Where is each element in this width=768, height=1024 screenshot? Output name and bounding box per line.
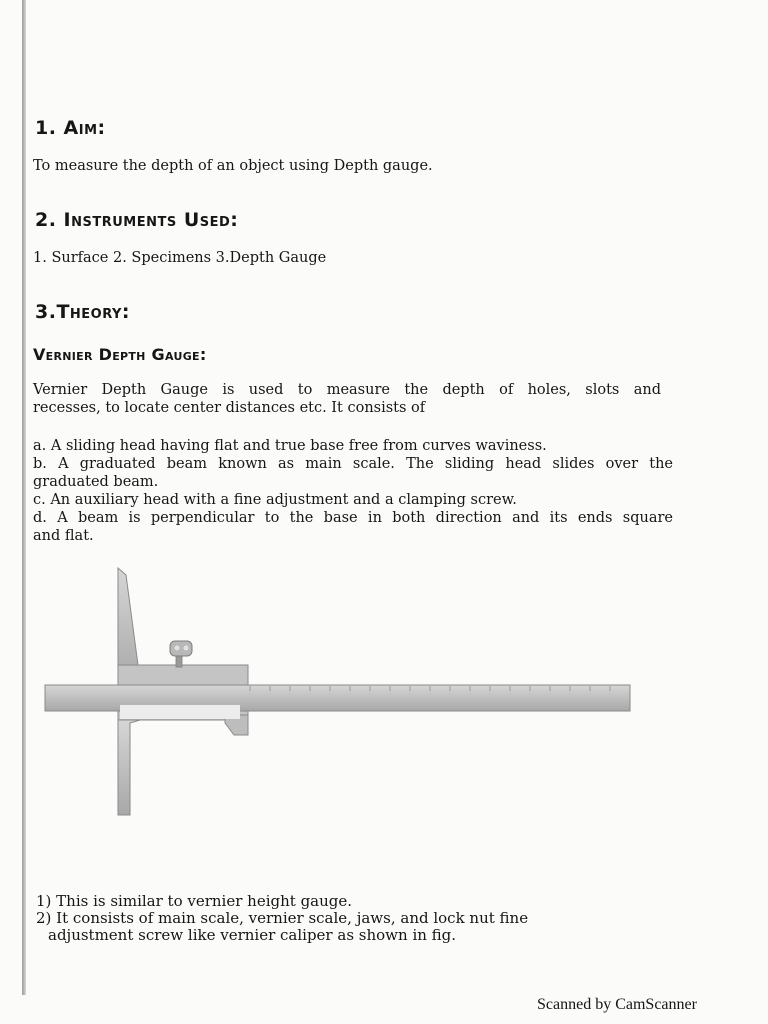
depth-gauge-figure [40,565,640,875]
parts-item: b. A graduated beam known as main scale. The sliding head slides over the [33,456,673,472]
parts-item: c. An auxiliary head with a fine adjustment and a clamping screw. [33,492,517,508]
parts-item: d. A beam is perpendicular to the base in both direction and its ends square [33,510,673,526]
notes-list [36,893,528,944]
theory-heading: 3.Theory: [35,301,131,323]
theory-parts-list [33,437,673,545]
theory-intro-line: recesses, to locate center distances etc. It consists of [33,400,426,416]
gauge-beam-highlight [120,705,240,719]
aim-heading: 1. Aim: [35,117,106,139]
instruments-text: 1. Surface 2. Specimens 3.Depth Gauge [33,250,327,266]
instruments-heading: 2. Instruments Used: [35,209,239,231]
note-item: 1) This is similar to vernier height gauge. [36,892,353,910]
theory-intro-line: Vernier Depth Gauge is used to measure the depth of holes, slots and [33,382,661,398]
parts-item: graduated beam. [33,474,159,490]
gauge-clamp-screw [170,641,192,667]
parts-item: and flat. [33,528,94,544]
scan-page-edge [22,0,26,995]
scanner-watermark: Scanned by CamScanner [537,996,697,1013]
parts-item: a. A sliding head having flat and true base free from curves waviness. [33,438,547,454]
theory-intro [33,381,661,417]
gauge-blade-lower [118,720,140,815]
theory-subheading: Vernier Depth Gauge: [33,345,207,364]
note-item: 2) It consists of main scale, vernier scale, jaws, and lock nut fine [36,909,529,927]
note-item: adjustment screw like vernier caliper as shown in fig. [48,926,457,944]
aim-text: To measure the depth of an object using Depth gauge. [33,158,433,174]
